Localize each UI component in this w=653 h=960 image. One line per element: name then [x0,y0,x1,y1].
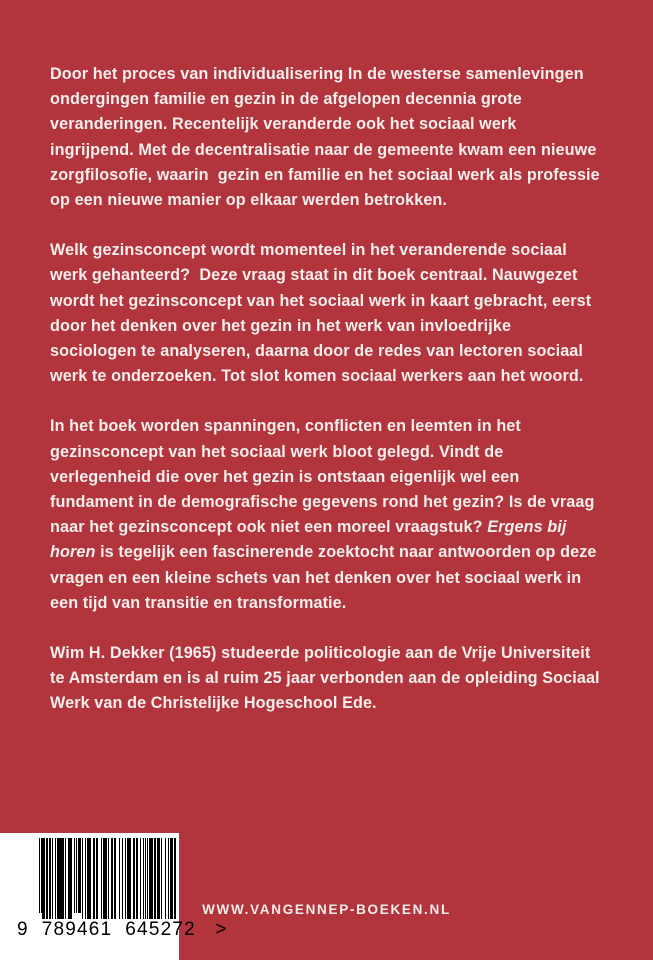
blurb-paragraph-1: Door het proces van individualisering In de westerse samenlevingen ondergingen familie en gezin in de afgelopen decennia grote veranderingen. Recentelijk veranderde ook het sociaal werk ingrijpend. Met de decentralisatie naar de gemeente kwam een nieuwe zorgfilosofie, waarin gezin en familie en het sociaal werk als professie op een nieuwe manier op elkaar werden betrokken. [50,65,605,210]
blurb-paragraph-3-tail: is tegelijk een fascinerende zoektocht naar antwoorden op deze vragen en een kleine schets van het denken over het sociaal werk in een tijd van transitie en transformatie. [50,543,602,612]
author-bio-paragraph: Wim H. Dekker (1965) studeerde politicologie aan de Vrije Universiteit te Amsterdam en is al ruim 25 jaar verbonden aan de opleiding Sociaal Werk van de Christelijke Hogeschool Ede. [50,644,605,713]
publisher-website-url: WWW.VANGENNEP-BOEKEN.NL [202,902,451,917]
barcode-digits: 9 789461 645272 > [17,919,228,940]
barcode-panel [0,833,228,960]
blurb-text-block [50,62,605,717]
blurb-paragraph-3 [50,414,602,616]
book-title-italic: Ergens bij horen [50,518,572,562]
blurb-paragraph-3-lead: In het boek worden spanningen, conflicten en leemten in het gezinsconcept van het sociaal werk bloot gelegd. Vindt de verlegenheid die over het gezin is ontstaan eigenlijk wel een fundament in de demografische gegevens rond het gezin? Is de vraag naar het gezinsconcept ook niet een moreel vraagstuk? [50,417,600,537]
blurb-paragraph-2: Welk gezinsconcept wordt momenteel in het veranderende sociaal werk gehanteerd? Deze vraag staat in dit boek centraal. Nauwgezet wordt het gezinsconcept van het sociaal werk in kaart gebracht, eerst door het denken over het gezin in het werk van invloedrijke sociologen te analyseren, daarna door de redes van lectoren sociaal werk te onderzoeken. Tot slot komen sociaal werkers aan het woord. [50,241,596,386]
